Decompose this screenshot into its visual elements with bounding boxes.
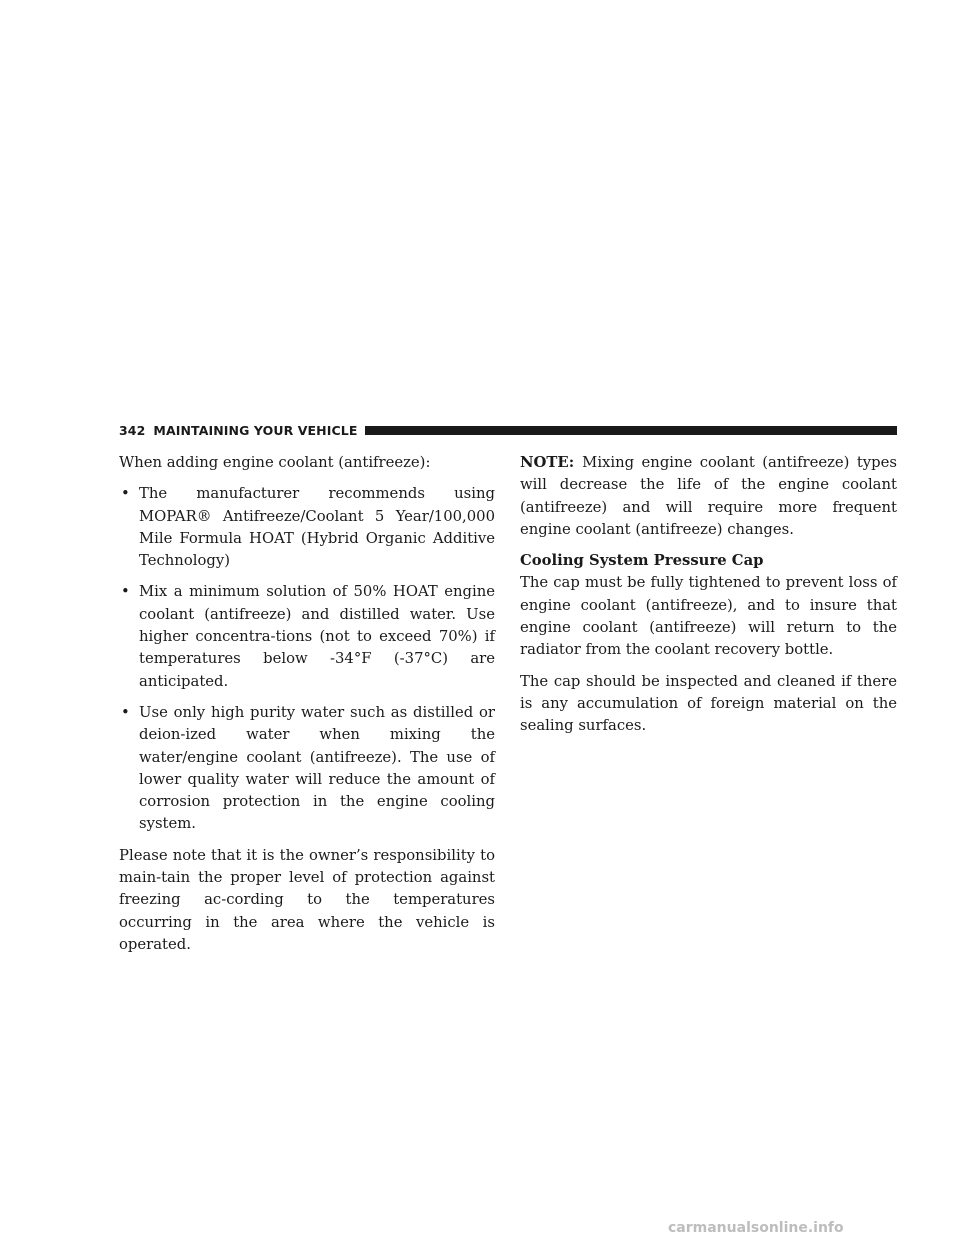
note-paragraph xyxy=(520,452,897,541)
bullet-text: Use only high purity water such as distilled or deion-ized water when mixing the water/engine coolant (antifreeze). The use of lower quality water will reduce the amount of corrosion protection in the engine cooling system. xyxy=(139,703,495,833)
intro-paragraph: When adding engine coolant (antifreeze): xyxy=(119,454,431,471)
right-column xyxy=(520,452,897,747)
bullet-text: Mix a minimum solution of 50% HOAT engine coolant (antifreeze) and distilled water. Use higher concentra-tions (not to exceed 70%) if temperatures below -34°F (-37°C) are anticipated. xyxy=(139,583,495,690)
page-number: 342 xyxy=(119,422,146,438)
note-label: NOTE: xyxy=(520,454,575,471)
header-rule xyxy=(365,426,897,435)
bullet-icon: • xyxy=(121,703,130,721)
bullet-icon: • xyxy=(121,485,130,503)
list-item xyxy=(119,702,495,836)
watermark: carmanualsonline.info xyxy=(668,1220,844,1236)
pressure-cap-paragraph: The cap must be fully tightened to prevent loss of engine coolant (antifreeze), and to insure that engine coolant (antifreeze) will return to the radiator from the coolant recovery bottle. xyxy=(520,574,897,659)
page-header xyxy=(119,421,897,439)
bullet-text: The manufacturer recommends using MOPAR® Antifreeze/Coolant 5 Year/100,000 Mile Formula HOAT (Hybrid Organic Additive Technology) xyxy=(139,485,495,570)
closing-paragraph: Please note that it is the owner’s responsibility to main-tain the proper level of protection against freezing ac-cording to the temperatures occurring in the area where the vehicle is operated. xyxy=(119,846,495,953)
section-title: MAINTAINING YOUR VEHICLE xyxy=(153,422,358,438)
coolant-bullet-list xyxy=(119,483,495,835)
section-heading: Cooling System Pressure Cap xyxy=(520,552,764,570)
bullet-icon: • xyxy=(121,583,130,601)
left-column xyxy=(119,452,495,965)
inspection-paragraph: The cap should be inspected and cleaned if there is any accumulation of foreign material on the sealing surfaces. xyxy=(520,672,897,735)
list-item xyxy=(119,483,495,572)
note-text: Mixing engine coolant (antifreeze) types will decrease the life of the engine coolant (antifreeze) and will require more frequent engine coolant (antifreeze) changes. xyxy=(520,454,897,538)
list-item xyxy=(119,581,495,692)
